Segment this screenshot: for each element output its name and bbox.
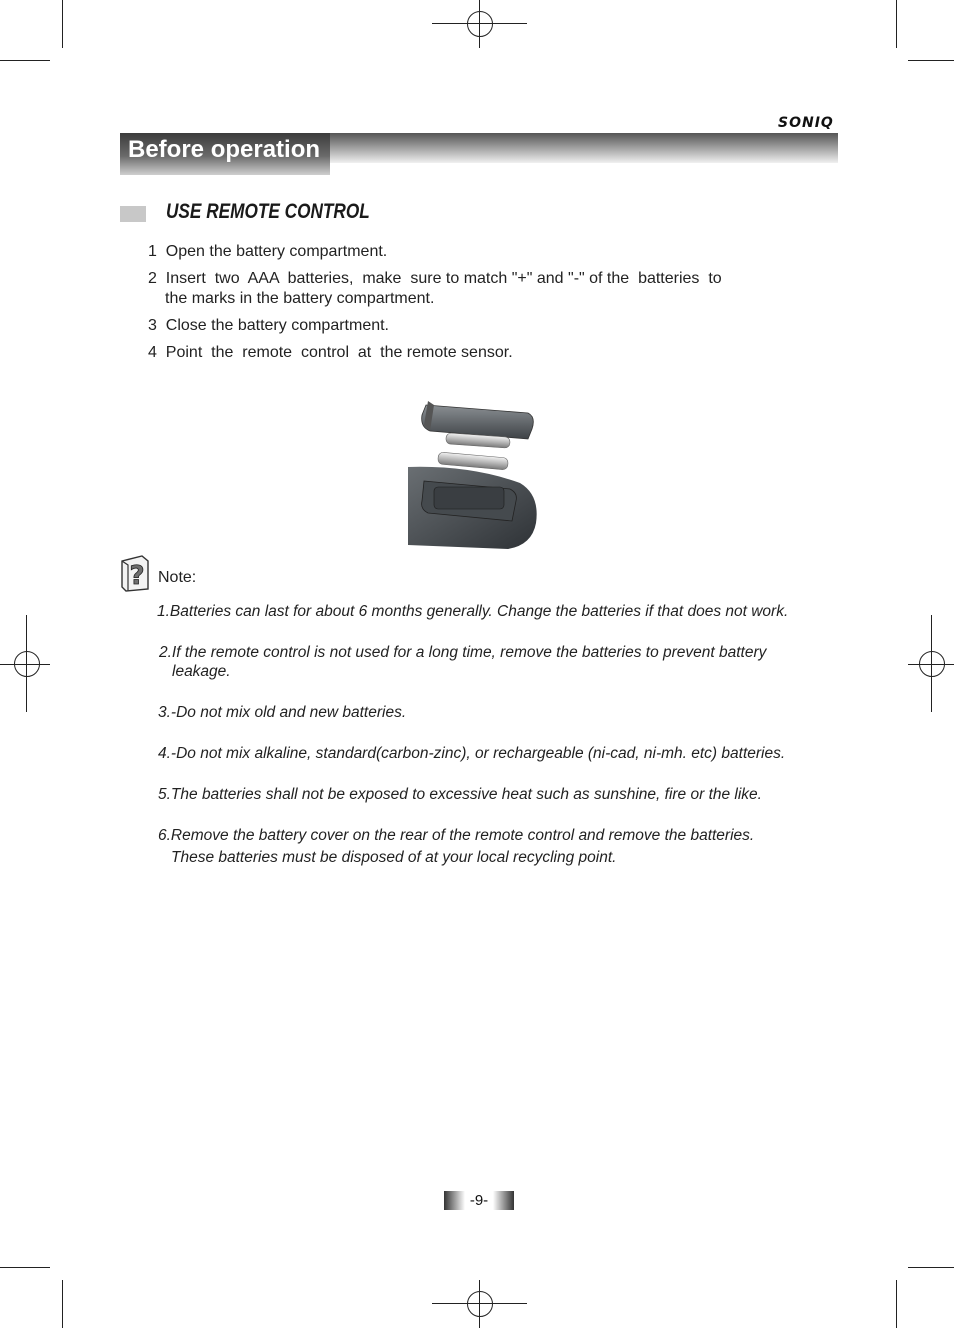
registration-mark-circle	[14, 651, 40, 677]
note-item-5: 5.The batteries shall not be exposed to excessive heat such as sunshine, fire or the like.	[158, 786, 762, 803]
step-4: 4 Point the remote control at the remote sensor.	[148, 344, 513, 361]
step-2-continued: the marks in the battery compartment.	[165, 290, 435, 307]
crop-mark	[908, 1267, 954, 1268]
note-item-2: 2.If the remote control is not used for a long time, remove the batteries to prevent battery	[159, 644, 767, 661]
page-number: -9-	[469, 1192, 489, 1209]
step-3: 3 Close the battery compartment.	[148, 317, 389, 334]
registration-mark-circle	[467, 11, 493, 37]
note-item-1: 1.Batteries can last for about 6 months generally. Change the batteries if that does not work.	[157, 603, 789, 620]
page-title: Before operation	[128, 136, 321, 163]
crop-mark	[896, 0, 897, 48]
crop-mark	[62, 1280, 63, 1328]
note-item-6-continued: These batteries must be disposed of at your local recycling point.	[171, 849, 617, 866]
crop-mark	[0, 60, 50, 61]
svg-text:?: ?	[129, 561, 145, 591]
crop-mark	[0, 1267, 50, 1268]
section-marker	[120, 206, 146, 222]
registration-mark-circle	[467, 1291, 493, 1317]
question-mark-icon	[118, 553, 152, 593]
step-1: 1 Open the battery compartment.	[148, 243, 388, 260]
note-item-6: 6.Remove the battery cover on the rear of the remote control and remove the batteries.	[158, 827, 755, 844]
note-item-2-continued: leakage.	[172, 663, 231, 680]
step-2: 2 Insert two AAA batteries, make sure to match "+" and "-" of the batteries to	[148, 270, 722, 287]
note-label: Note:	[158, 569, 197, 586]
note-item-4: 4.-Do not mix alkaline, standard(carbon-zinc), or rechargeable (ni-cad, ni-mh. etc) batteries.	[158, 745, 786, 762]
crop-mark	[908, 60, 954, 61]
section-title: USE REMOTE CONTROL	[166, 200, 370, 223]
registration-mark-circle	[919, 651, 945, 677]
note-item-3: 3.-Do not mix old and new batteries.	[158, 704, 407, 721]
crop-mark	[62, 0, 63, 48]
remote-battery-illustration	[400, 395, 545, 555]
crop-mark	[896, 1280, 897, 1328]
brand-logo: SONIQ	[778, 115, 834, 131]
